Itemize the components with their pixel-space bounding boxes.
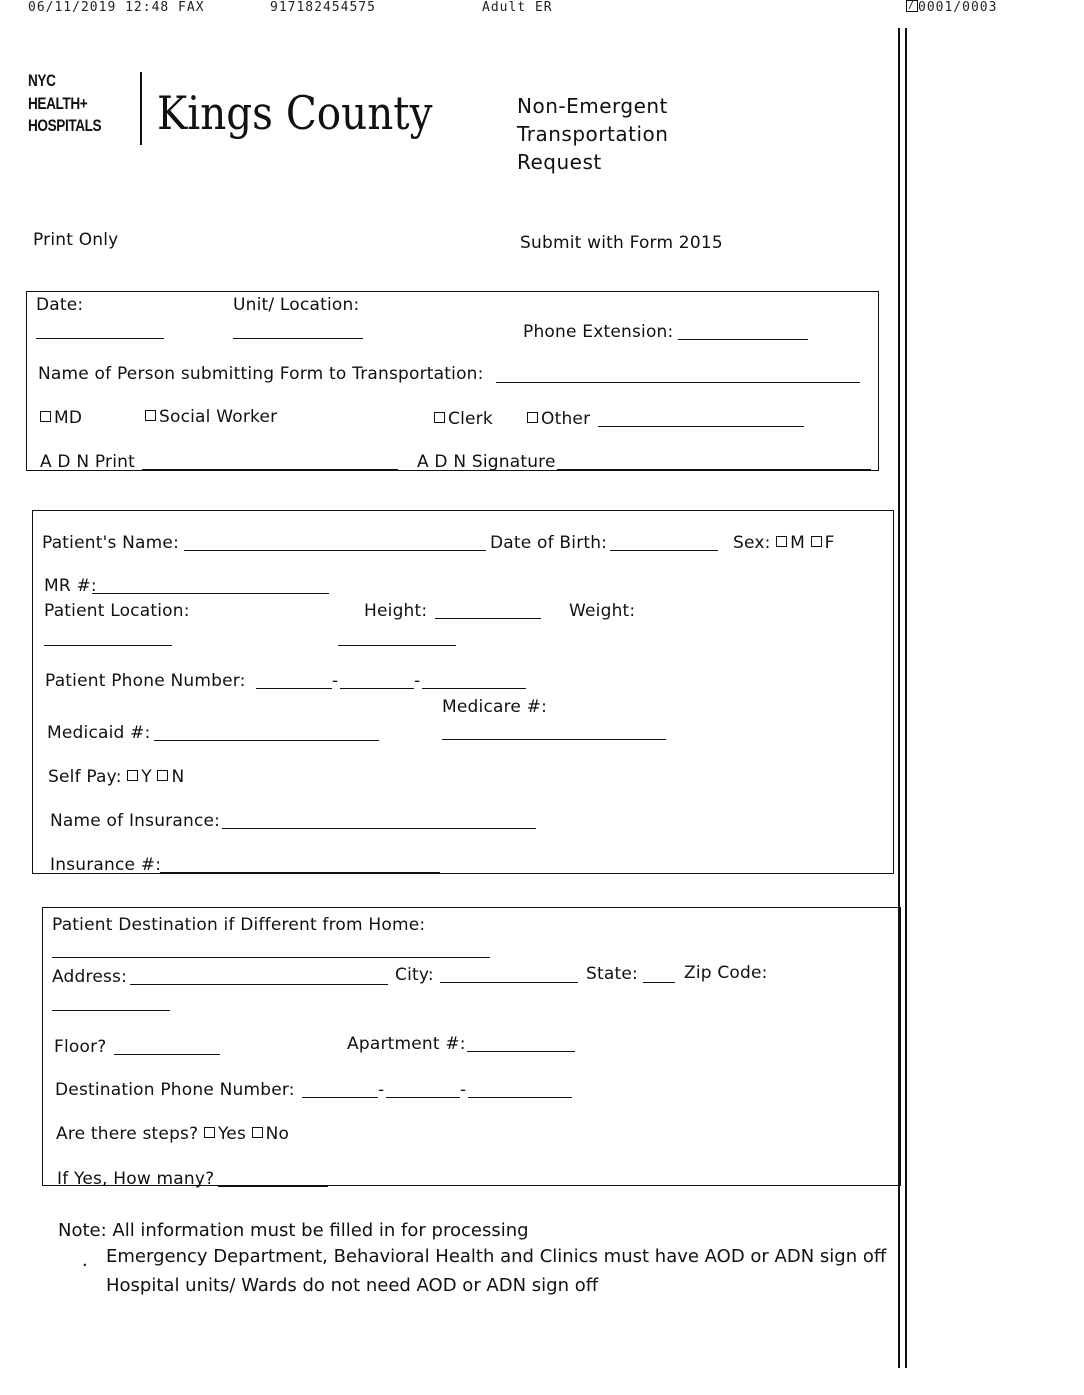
role-other: Other — [527, 409, 590, 429]
city-label: City: — [395, 965, 434, 985]
note-main: Note: All information must be filled in for processing — [58, 1220, 529, 1241]
city-field[interactable] — [440, 982, 578, 983]
height-field[interactable] — [435, 618, 541, 619]
patient-phone-field-2[interactable] — [340, 688, 414, 689]
mr-field[interactable] — [92, 593, 329, 594]
facility-name: Kings County — [157, 86, 433, 140]
form-title — [517, 92, 668, 176]
patient-location-label: Patient Location: — [44, 601, 190, 621]
steps-yes-checkbox[interactable] — [204, 1127, 215, 1138]
submitter-name-label: Name of Person submitting Form to Transportation: — [38, 364, 484, 384]
self-pay-label: Self Pay: — [48, 767, 122, 787]
state-label: State: — [586, 964, 638, 984]
state-field[interactable] — [643, 982, 675, 983]
date-field[interactable] — [36, 338, 164, 339]
insurance-name-field[interactable] — [222, 828, 536, 829]
form-title-line2: Transportation — [517, 122, 669, 146]
form-title-line3: Request — [517, 150, 602, 174]
patient-phone-dash-1: - — [332, 671, 339, 691]
patient-name-label: Patient's Name: — [42, 533, 180, 553]
phone-extension-field[interactable] — [678, 339, 808, 340]
insurance-name-label: Name of Insurance: — [50, 811, 221, 831]
date-label: Date: — [36, 295, 84, 315]
role-clerk: Clerk — [434, 409, 493, 429]
logo-divider — [140, 72, 142, 145]
sex-f-checkbox[interactable] — [811, 536, 822, 547]
self-pay-n-checkbox[interactable] — [157, 770, 168, 781]
medicare-field[interactable] — [442, 739, 666, 740]
print-only-label: Print Only — [33, 230, 119, 250]
logo-line-health: HEALTH+ — [28, 94, 88, 113]
destination-phone-field-2[interactable] — [386, 1097, 460, 1098]
mr-label: MR #: — [44, 576, 97, 596]
fax-datetime: 06/11/2019 12:48 FAX — [28, 0, 205, 15]
zip-code-label: Zip Code: — [684, 963, 768, 983]
floor-field[interactable] — [114, 1054, 220, 1055]
destination-phone-label: Destination Phone Number: — [55, 1080, 295, 1100]
self-pay-row: Self Pay: Y N — [48, 767, 185, 787]
self-pay-y-checkbox[interactable] — [127, 770, 138, 781]
dob-label: Date of Birth: — [490, 533, 608, 553]
destination-phone-field-1[interactable] — [302, 1097, 378, 1098]
sex-row: Sex: M F — [733, 533, 835, 553]
fax-department: Adult ER — [482, 0, 553, 15]
margin-line-right — [905, 28, 907, 1368]
submit-with-label: Submit with Form 2015 — [520, 233, 723, 253]
destination-field[interactable] — [52, 957, 490, 958]
adn-signature-label: A D N Signature — [417, 452, 556, 472]
destination-phone-dash-2: - — [460, 1080, 467, 1100]
floor-label: Floor? — [54, 1037, 107, 1057]
other-checkbox[interactable] — [527, 412, 538, 423]
address-field[interactable] — [130, 984, 388, 985]
logo-line-hospitals: HOSPITALS — [28, 116, 102, 135]
checkbox-icon: / — [906, 0, 918, 12]
destination-section — [42, 907, 901, 1186]
height-label: Height: — [364, 601, 428, 621]
patient-phone-field-1[interactable] — [256, 688, 332, 689]
zip-code-field[interactable] — [52, 1010, 170, 1011]
fax-number: 917182454575 — [270, 0, 376, 15]
note-bullet-1: Emergency Department, Behavioral Health and Clinics must have AOD or ADN sign off — [106, 1246, 887, 1267]
address-label: Address: — [52, 967, 128, 987]
note-bullet-2: Hospital units/ Wards do not need AOD or ADN sign off — [106, 1275, 599, 1296]
destination-label: Patient Destination if Different from Home: — [52, 915, 426, 935]
other-field[interactable] — [598, 426, 804, 427]
clerk-checkbox[interactable] — [434, 412, 445, 423]
unit-location-field[interactable] — [233, 338, 363, 339]
logo-line-nyc: NYC — [28, 71, 56, 90]
adn-print-field[interactable] — [142, 469, 398, 470]
height-field-2[interactable] — [338, 645, 456, 646]
role-social-worker: Social Worker — [145, 407, 277, 427]
insurance-number-label: Insurance #: — [50, 855, 162, 875]
destination-phone-dash-1: - — [378, 1080, 385, 1100]
how-many-field[interactable] — [218, 1186, 328, 1187]
medicaid-label: Medicaid #: — [47, 723, 151, 743]
weight-label: Weight: — [569, 601, 636, 621]
medicaid-field[interactable] — [154, 740, 379, 741]
how-many-label: If Yes, How many? — [57, 1169, 215, 1189]
dob-field[interactable] — [610, 550, 718, 551]
patient-name-field[interactable] — [184, 550, 486, 551]
md-checkbox[interactable] — [40, 411, 51, 422]
patient-phone-field-3[interactable] — [422, 688, 526, 689]
fax-page-count: / 0001/0003 — [908, 0, 998, 15]
medicare-label: Medicare #: — [442, 697, 548, 717]
phone-extension-label: Phone Extension: — [523, 322, 674, 342]
submitter-name-field[interactable] — [496, 382, 860, 383]
social-worker-checkbox[interactable] — [145, 410, 156, 421]
role-md: MD — [40, 408, 82, 428]
apartment-field[interactable] — [467, 1051, 575, 1052]
sex-label: Sex: — [733, 533, 771, 553]
patient-location-field[interactable] — [44, 645, 172, 646]
form-title-line1: Non-Emergent — [517, 94, 668, 118]
steps-no-checkbox[interactable] — [252, 1127, 263, 1138]
unit-location-label: Unit/ Location: — [233, 295, 360, 315]
note-bullet-mark: . — [82, 1250, 88, 1271]
destination-phone-field-3[interactable] — [468, 1097, 572, 1098]
steps-row: Are there steps? Yes No — [56, 1124, 290, 1144]
insurance-number-field[interactable] — [160, 872, 440, 873]
patient-phone-dash-2: - — [414, 671, 421, 691]
adn-print-label: A D N Print — [40, 452, 135, 472]
adn-signature-field[interactable] — [557, 469, 871, 470]
steps-label: Are there steps? — [56, 1124, 199, 1144]
patient-phone-label: Patient Phone Number: — [45, 671, 246, 691]
apartment-label: Apartment #: — [347, 1034, 466, 1054]
sex-m-checkbox[interactable] — [776, 536, 787, 547]
